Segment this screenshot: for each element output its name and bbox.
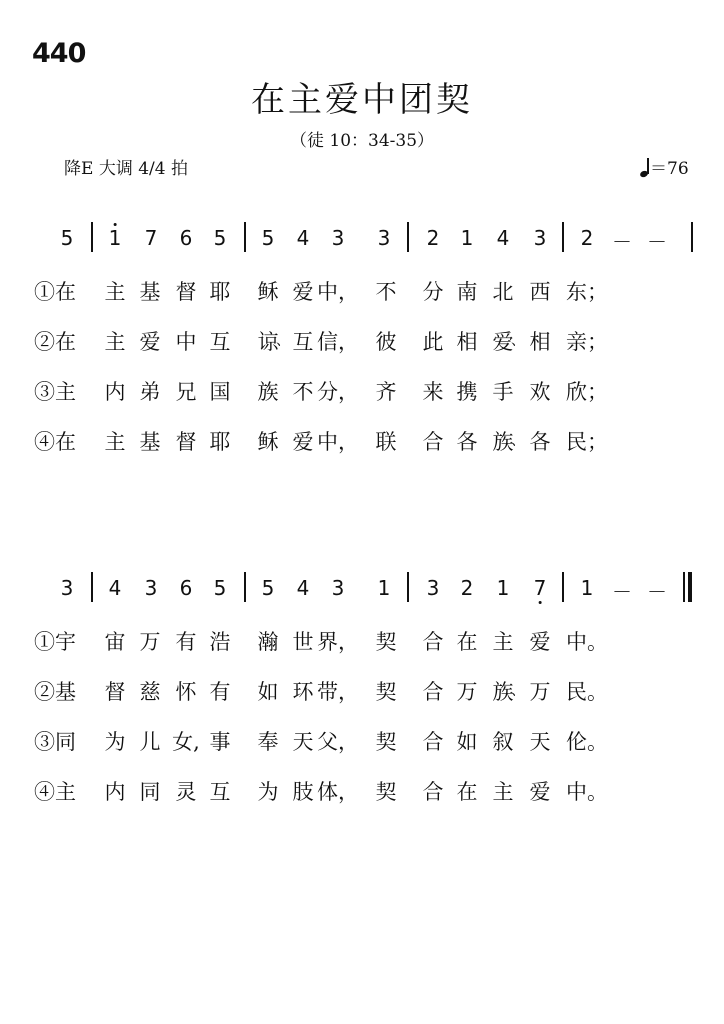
note: 3 [144, 576, 158, 600]
verse-start: ④在 [34, 430, 76, 454]
lyric-char: 怀 [175, 680, 197, 704]
lyric-line [0, 726, 724, 756]
lyric-char: 爱 [529, 630, 551, 654]
lyric-char: 为 [257, 780, 279, 804]
lyric-char: 互 [209, 330, 231, 354]
lyric-char: 肢 [292, 780, 314, 804]
lyric-char: 族 [257, 380, 279, 404]
lyric-char: 契 [375, 630, 397, 654]
lyric-char: 弟 [139, 380, 161, 404]
slur-mark: 、 [276, 333, 290, 349]
lyric-char: 督 [104, 680, 126, 704]
lyric-char: 互 [209, 780, 231, 804]
note: 5 [60, 226, 74, 250]
scripture-reference: （徒 10：34-35） [289, 131, 435, 151]
lyric-char: 慈 [139, 680, 161, 704]
lyric-char: 浩 [209, 630, 231, 654]
note: 7 [144, 226, 158, 250]
lyric-char: 灵 [175, 780, 197, 804]
lyric-char: 欣； [566, 380, 608, 404]
lyric-char: 相 [529, 330, 551, 354]
verse-start: ③同 [34, 730, 76, 754]
lyric-char: 中， [317, 280, 359, 304]
lyric-char: 有 [175, 630, 197, 654]
lyric-char: 南 [456, 280, 478, 304]
bar-line [244, 572, 246, 602]
lyric-char: 主 [104, 280, 126, 304]
note: 2 [460, 576, 474, 600]
lyric-char: 中。 [566, 630, 608, 654]
notation-line-1 [0, 220, 724, 260]
hymn-title: 在主爱中团契 [251, 80, 473, 120]
key-signature: 降E 大调 4/4 拍 [64, 159, 188, 179]
lyric-char: 瀚 [257, 630, 279, 654]
verse-start: ④主 [34, 780, 76, 804]
lyric-char: 父， [317, 730, 359, 754]
bar-line [91, 572, 93, 602]
lyric-char: 民。 [566, 680, 608, 704]
lyric-char: 信， [317, 330, 359, 354]
note: － [647, 230, 667, 254]
bar-line [562, 572, 564, 602]
tempo-marking [640, 154, 689, 179]
lyric-char: 有 [209, 680, 231, 704]
lyric-char: 西 [529, 280, 551, 304]
lyric-char: 联 [375, 430, 397, 454]
lyric-char: 谅 [257, 330, 279, 354]
lyric-char: 天 [529, 730, 551, 754]
note: 1 [377, 576, 391, 600]
lyric-char: 合 [422, 630, 444, 654]
lyric-char: 叙 [492, 730, 514, 754]
lyric-char: 耶 [209, 280, 231, 304]
lyric-char: 各 [456, 430, 478, 454]
lyric-char: 万 [529, 680, 551, 704]
note: 1 [108, 226, 122, 250]
lyric-char: 爱 [492, 330, 514, 354]
lyric-char: 万 [456, 680, 478, 704]
slur-mark: 、 [511, 333, 525, 349]
notation-line-2 [0, 570, 724, 610]
lyric-char: 中， [317, 430, 359, 454]
lyric-char: 契 [375, 680, 397, 704]
lyric-char: 分 [422, 280, 444, 304]
lyric-char: 契 [375, 780, 397, 804]
verse-start: ③主 [34, 380, 76, 404]
lyric-char: 在 [456, 630, 478, 654]
lyric-char: 相 [456, 330, 478, 354]
note: 1 [580, 576, 594, 600]
note: 3 [426, 576, 440, 600]
lyric-char: 彼 [375, 330, 397, 354]
note: 3 [377, 226, 391, 250]
lyric-char: 爱 [529, 780, 551, 804]
note: － [612, 230, 632, 254]
lyric-line [0, 626, 724, 656]
slur-mark: 、 [511, 683, 525, 699]
lyric-char: 在 [456, 780, 478, 804]
lyric-char: 爱 [139, 330, 161, 354]
note: 4 [496, 226, 510, 250]
lyric-char: 民； [566, 430, 608, 454]
lyric-char: 手 [492, 380, 514, 404]
lyric-char: 爱 [292, 280, 314, 304]
lyric-line [0, 326, 724, 356]
bar-line [407, 222, 409, 252]
tempo-value: ＝76 [650, 159, 689, 179]
lyric-char: 内 [104, 780, 126, 804]
lyric-char: 督 [175, 280, 197, 304]
lyric-char: 基 [139, 430, 161, 454]
quarter-note-icon [640, 157, 650, 177]
verse-start: ①在 [34, 280, 76, 304]
lyric-char: 体， [317, 780, 359, 804]
bar-line [691, 222, 693, 252]
lyric-char: 督 [175, 430, 197, 454]
lyric-line [0, 426, 724, 456]
note: 7 [533, 576, 547, 600]
lyric-char: 女, [172, 730, 200, 754]
verse-start: ②在 [34, 330, 76, 354]
lyric-char: 如 [257, 680, 279, 704]
lyric-char: 儿 [139, 730, 161, 754]
lyric-char: 带， [317, 680, 359, 704]
lyric-char: 界， [317, 630, 359, 654]
lyric-char: 分， [317, 380, 359, 404]
lyric-char: 不 [292, 380, 314, 404]
lyric-char: 宙 [104, 630, 126, 654]
lyric-line [0, 776, 724, 806]
lyric-char: 稣 [257, 280, 279, 304]
lyric-line [0, 276, 724, 306]
verse-start: ②基 [34, 680, 76, 704]
lyric-char: 契 [375, 730, 397, 754]
bar-line [562, 222, 564, 252]
note: － [612, 580, 632, 604]
lyric-char: 合 [422, 680, 444, 704]
lyric-char: 不 [375, 280, 397, 304]
note: 2 [580, 226, 594, 250]
lyric-char: 互 [292, 330, 314, 354]
note: 5 [261, 226, 275, 250]
lyric-char: 携 [456, 380, 478, 404]
lyric-char: 内 [104, 380, 126, 404]
lyric-char: 国 [209, 380, 231, 404]
lyric-char: 主 [104, 330, 126, 354]
lyric-char: 稣 [257, 430, 279, 454]
bar-line [91, 222, 93, 252]
lyric-char: 中 [175, 330, 197, 354]
lyric-char: 中。 [566, 780, 608, 804]
lyric-char: 主 [492, 780, 514, 804]
note: － [647, 580, 667, 604]
lyric-char: 万 [139, 630, 161, 654]
lyric-char: 世 [292, 630, 314, 654]
lyric-char: 族 [492, 680, 514, 704]
slur-mark: 、 [511, 433, 525, 449]
lyric-char: 各 [529, 430, 551, 454]
lyric-char: 欢 [529, 380, 551, 404]
lyric-char: 东； [566, 280, 608, 304]
lyric-char: 来 [422, 380, 444, 404]
note: 4 [296, 576, 310, 600]
lyric-char: 奉 [257, 730, 279, 754]
lyric-line [0, 676, 724, 706]
lyric-char: 亲； [566, 330, 608, 354]
lyric-char: 环 [292, 680, 314, 704]
note: 5 [261, 576, 275, 600]
lyric-char: 如 [456, 730, 478, 754]
lyric-char: 伦。 [566, 730, 608, 754]
verse-start: ①宇 [34, 630, 76, 654]
lyric-char: 天 [292, 730, 314, 754]
note: 3 [533, 226, 547, 250]
note: 3 [60, 576, 74, 600]
note: 5 [213, 226, 227, 250]
note: 6 [179, 576, 193, 600]
lyric-char: 合 [422, 730, 444, 754]
bar-line [407, 572, 409, 602]
lyric-char: 合 [422, 780, 444, 804]
note: 6 [179, 226, 193, 250]
lyric-char: 为 [104, 730, 126, 754]
lyric-char: 主 [104, 430, 126, 454]
lyric-char: 族 [492, 430, 514, 454]
lyric-char: 事 [209, 730, 231, 754]
note: 4 [108, 576, 122, 600]
note: 3 [331, 576, 345, 600]
lyric-char: 合 [422, 430, 444, 454]
lyric-char: 爱 [292, 430, 314, 454]
note: 4 [296, 226, 310, 250]
lyric-char: 兄 [175, 380, 197, 404]
hymn-number: 440 [32, 38, 86, 69]
note: 1 [496, 576, 510, 600]
bar-line [244, 222, 246, 252]
note: 3 [331, 226, 345, 250]
lyric-char: 同 [139, 780, 161, 804]
lyric-char: 齐 [375, 380, 397, 404]
final-bar-thick [688, 572, 692, 602]
lyric-char: 耶 [209, 430, 231, 454]
note: 2 [426, 226, 440, 250]
lyric-char: 北 [492, 280, 514, 304]
note: 5 [213, 576, 227, 600]
lyric-char: 主 [492, 630, 514, 654]
lyric-char: 基 [139, 280, 161, 304]
final-bar-thin [683, 572, 685, 602]
lyric-line [0, 376, 724, 406]
lyric-char: 此 [422, 330, 444, 354]
note: 1 [460, 226, 474, 250]
